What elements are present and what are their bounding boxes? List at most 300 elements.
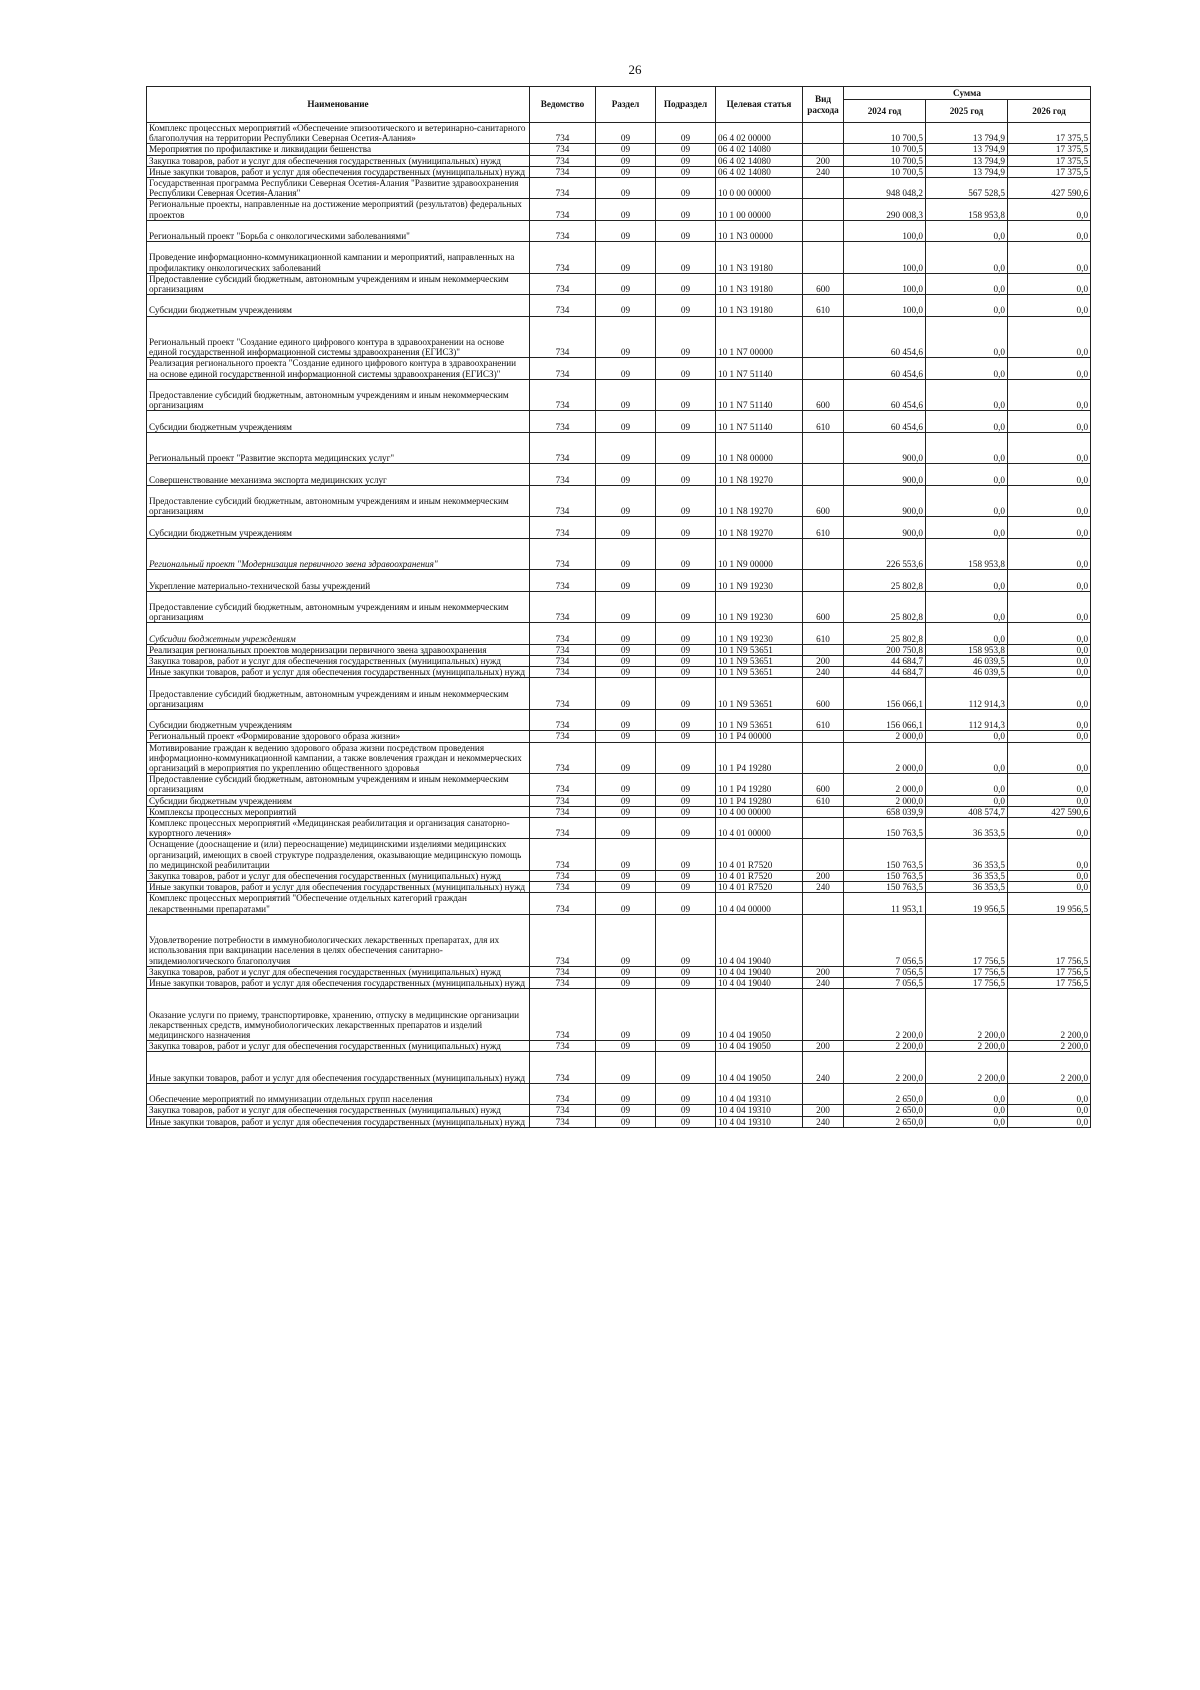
row-expense: 200 xyxy=(803,1041,844,1052)
row-sum-2026: 0,0 xyxy=(1008,795,1091,806)
row-expense xyxy=(803,220,844,241)
row-subsection: 09 xyxy=(656,411,716,432)
header-department: Ведомство xyxy=(530,87,596,123)
row-name: Совершенствование механизма экспорта медицинских услуг xyxy=(147,464,530,485)
row-section: 09 xyxy=(596,485,656,517)
row-subsection: 09 xyxy=(656,882,716,893)
row-subsection: 09 xyxy=(656,774,716,795)
table-row xyxy=(147,774,1091,795)
row-sum-2026: 0,0 xyxy=(1008,709,1091,730)
row-name: Субсидии бюджетным учреждениям xyxy=(147,295,530,316)
row-department: 734 xyxy=(530,316,596,358)
row-subsection: 09 xyxy=(656,591,716,623)
row-expense: 200 xyxy=(803,870,844,881)
table-row xyxy=(147,411,1091,432)
row-department: 734 xyxy=(530,273,596,294)
row-section: 09 xyxy=(596,358,656,379)
row-sum-2026: 0,0 xyxy=(1008,432,1091,464)
row-sum-2026: 2 200,0 xyxy=(1008,1052,1091,1084)
row-sum-2024: 44 684,7 xyxy=(844,655,926,666)
table-row xyxy=(147,1083,1091,1104)
row-department: 734 xyxy=(530,667,596,678)
row-expense: 240 xyxy=(803,667,844,678)
row-subsection: 09 xyxy=(656,966,716,977)
table-row xyxy=(147,817,1091,838)
row-target: 10 1 N3 19180 xyxy=(716,295,803,316)
row-section: 09 xyxy=(596,220,656,241)
row-sum-2024: 7 056,5 xyxy=(844,966,926,977)
row-subsection: 09 xyxy=(656,731,716,742)
row-target: 10 1 P4 19280 xyxy=(716,742,803,774)
row-sum-2026: 0,0 xyxy=(1008,817,1091,838)
row-target: 10 1 N8 00000 xyxy=(716,432,803,464)
row-target: 10 1 N9 53651 xyxy=(716,678,803,710)
row-department: 734 xyxy=(530,591,596,623)
row-section: 09 xyxy=(596,570,656,591)
row-name: Региональный проект "Развитие экспорта медицинских услуг" xyxy=(147,432,530,464)
table-row xyxy=(147,742,1091,774)
table-row xyxy=(147,273,1091,294)
row-section: 09 xyxy=(596,199,656,220)
row-section: 09 xyxy=(596,667,656,678)
row-expense: 610 xyxy=(803,623,844,644)
row-sum-2024: 2 000,0 xyxy=(844,795,926,806)
row-name: Иные закупки товаров, работ и услуг для обеспечения государственных (муниципальных) нужд xyxy=(147,882,530,893)
row-department: 734 xyxy=(530,678,596,710)
row-target: 10 4 01 R7520 xyxy=(716,882,803,893)
row-sum-2025: 0,0 xyxy=(926,623,1008,644)
row-target: 10 4 04 19310 xyxy=(716,1083,803,1104)
row-target: 10 1 N9 19230 xyxy=(716,623,803,644)
row-sum-2025: 36 353,5 xyxy=(926,817,1008,838)
row-department: 734 xyxy=(530,914,596,966)
row-sum-2025: 0,0 xyxy=(926,379,1008,411)
row-sum-2024: 658 039,9 xyxy=(844,806,926,817)
row-department: 734 xyxy=(530,220,596,241)
row-expense xyxy=(803,731,844,742)
row-sum-2025: 0,0 xyxy=(926,570,1008,591)
table-row xyxy=(147,966,1091,977)
row-department: 734 xyxy=(530,242,596,274)
row-expense: 600 xyxy=(803,379,844,411)
table-row xyxy=(147,795,1091,806)
row-section: 09 xyxy=(596,538,656,570)
row-expense: 600 xyxy=(803,774,844,795)
row-department: 734 xyxy=(530,839,596,871)
row-target: 10 4 01 R7520 xyxy=(716,839,803,871)
row-sum-2025: 13 794,9 xyxy=(926,144,1008,155)
table-row xyxy=(147,220,1091,241)
row-target: 10 1 N9 53651 xyxy=(716,644,803,655)
row-section: 09 xyxy=(596,155,656,166)
row-sum-2024: 200 750,8 xyxy=(844,644,926,655)
row-sum-2025: 36 353,5 xyxy=(926,870,1008,881)
row-section: 09 xyxy=(596,655,656,666)
row-subsection: 09 xyxy=(656,893,716,914)
table-row xyxy=(147,199,1091,220)
row-department: 734 xyxy=(530,144,596,155)
row-expense: 610 xyxy=(803,411,844,432)
row-department: 734 xyxy=(530,295,596,316)
row-subsection: 09 xyxy=(656,709,716,730)
row-target: 10 4 01 R7520 xyxy=(716,870,803,881)
table-row xyxy=(147,242,1091,274)
table-row xyxy=(147,166,1091,177)
row-sum-2025: 0,0 xyxy=(926,242,1008,274)
row-target: 10 1 N8 19270 xyxy=(716,517,803,538)
row-name: Комплекс процессных мероприятий «Обеспечение эпизоотического и ветеринарно-санитарного благополучия на территории Республики Северная Осетия-Алания» xyxy=(147,123,530,144)
row-expense xyxy=(803,178,844,199)
row-subsection: 09 xyxy=(656,1105,716,1116)
row-target: 10 4 04 19040 xyxy=(716,966,803,977)
row-section: 09 xyxy=(596,882,656,893)
row-subsection: 09 xyxy=(656,295,716,316)
row-target: 10 1 P4 00000 xyxy=(716,731,803,742)
row-sum-2024: 100,0 xyxy=(844,242,926,274)
row-department: 734 xyxy=(530,485,596,517)
row-target: 10 1 N9 53651 xyxy=(716,655,803,666)
table-row xyxy=(147,1116,1091,1127)
row-sum-2024: 156 066,1 xyxy=(844,678,926,710)
row-sum-2026: 0,0 xyxy=(1008,379,1091,411)
row-section: 09 xyxy=(596,774,656,795)
row-target: 10 1 P4 19280 xyxy=(716,774,803,795)
row-sum-2025: 0,0 xyxy=(926,220,1008,241)
row-section: 09 xyxy=(596,242,656,274)
row-target: 10 1 N9 19230 xyxy=(716,570,803,591)
row-expense xyxy=(803,144,844,155)
budget-table xyxy=(146,86,1091,1128)
row-sum-2024: 44 684,7 xyxy=(844,667,926,678)
row-subsection: 09 xyxy=(656,1052,716,1084)
row-sum-2026: 17 756,5 xyxy=(1008,914,1091,966)
row-sum-2025: 0,0 xyxy=(926,411,1008,432)
row-department: 734 xyxy=(530,1052,596,1084)
row-sum-2025: 13 794,9 xyxy=(926,123,1008,144)
row-target: 10 4 01 00000 xyxy=(716,817,803,838)
row-department: 734 xyxy=(530,644,596,655)
row-section: 09 xyxy=(596,977,656,988)
row-sum-2026: 0,0 xyxy=(1008,774,1091,795)
row-subsection: 09 xyxy=(656,977,716,988)
row-sum-2024: 2 650,0 xyxy=(844,1083,926,1104)
row-sum-2026: 0,0 xyxy=(1008,358,1091,379)
table-row xyxy=(147,870,1091,881)
row-subsection: 09 xyxy=(656,178,716,199)
row-name: Государственная программа Республики Северная Осетия-Алания "Развитие здравоохранения Республики Северная Осетия-Алания" xyxy=(147,178,530,199)
row-subsection: 09 xyxy=(656,795,716,806)
row-expense: 240 xyxy=(803,977,844,988)
table-row xyxy=(147,644,1091,655)
row-name: Реализация региональных проектов модернизации первичного звена здравоохранения xyxy=(147,644,530,655)
table-body xyxy=(147,123,1091,1128)
table-row xyxy=(147,678,1091,710)
table-row xyxy=(147,464,1091,485)
row-sum-2026: 2 200,0 xyxy=(1008,989,1091,1041)
table-row xyxy=(147,1052,1091,1084)
row-department: 734 xyxy=(530,709,596,730)
row-target: 10 4 04 19310 xyxy=(716,1116,803,1127)
row-sum-2025: 0,0 xyxy=(926,591,1008,623)
row-subsection: 09 xyxy=(656,989,716,1041)
row-sum-2026: 0,0 xyxy=(1008,538,1091,570)
header-sum: Сумма xyxy=(844,87,1091,100)
row-department: 734 xyxy=(530,1116,596,1127)
row-sum-2026: 0,0 xyxy=(1008,839,1091,871)
row-department: 734 xyxy=(530,989,596,1041)
row-section: 09 xyxy=(596,795,656,806)
row-subsection: 09 xyxy=(656,1116,716,1127)
row-sum-2026: 0,0 xyxy=(1008,1105,1091,1116)
table-row xyxy=(147,989,1091,1041)
row-section: 09 xyxy=(596,273,656,294)
row-sum-2026: 17 375,5 xyxy=(1008,144,1091,155)
row-department: 734 xyxy=(530,517,596,538)
row-name: Предоставление субсидий бюджетным, автономным учреждениям и иным некоммерческим организациям xyxy=(147,591,530,623)
table-row xyxy=(147,591,1091,623)
row-expense xyxy=(803,570,844,591)
header-section: Раздел xyxy=(596,87,656,123)
row-sum-2026: 0,0 xyxy=(1008,623,1091,644)
row-sum-2025: 17 756,5 xyxy=(926,914,1008,966)
row-section: 09 xyxy=(596,1105,656,1116)
row-department: 734 xyxy=(530,893,596,914)
row-department: 734 xyxy=(530,379,596,411)
row-expense: 200 xyxy=(803,155,844,166)
row-name: Региональные проекты, направленные на достижение мероприятий (результатов) федеральных проектов xyxy=(147,199,530,220)
row-target: 10 4 04 19050 xyxy=(716,1052,803,1084)
row-subsection: 09 xyxy=(656,817,716,838)
row-subsection: 09 xyxy=(656,1041,716,1052)
row-name: Иные закупки товаров, работ и услуг для обеспечения государственных (муниципальных) нужд xyxy=(147,1116,530,1127)
row-target: 06 4 02 14080 xyxy=(716,166,803,177)
row-target: 10 4 04 19040 xyxy=(716,977,803,988)
row-subsection: 09 xyxy=(656,220,716,241)
row-sum-2024: 900,0 xyxy=(844,464,926,485)
row-subsection: 09 xyxy=(656,144,716,155)
row-expense xyxy=(803,644,844,655)
row-expense: 600 xyxy=(803,273,844,294)
row-sum-2024: 100,0 xyxy=(844,220,926,241)
row-sum-2024: 150 763,5 xyxy=(844,882,926,893)
row-sum-2026: 19 956,5 xyxy=(1008,893,1091,914)
row-expense xyxy=(803,839,844,871)
row-department: 734 xyxy=(530,178,596,199)
row-expense xyxy=(803,316,844,358)
row-sum-2025: 112 914,3 xyxy=(926,709,1008,730)
row-sum-2025: 158 953,8 xyxy=(926,644,1008,655)
row-sum-2026: 17 375,5 xyxy=(1008,155,1091,166)
row-sum-2026: 0,0 xyxy=(1008,591,1091,623)
row-sum-2025: 158 953,8 xyxy=(926,538,1008,570)
row-subsection: 09 xyxy=(656,570,716,591)
row-sum-2024: 2 200,0 xyxy=(844,989,926,1041)
row-name: Субсидии бюджетным учреждениям xyxy=(147,709,530,730)
row-sum-2025: 2 200,0 xyxy=(926,989,1008,1041)
row-sum-2024: 60 454,6 xyxy=(844,358,926,379)
row-subsection: 09 xyxy=(656,644,716,655)
row-sum-2025: 112 914,3 xyxy=(926,678,1008,710)
row-name: Комплекс процессных мероприятий «Медицинская реабилитация и организация санаторно-курортного лечения» xyxy=(147,817,530,838)
row-sum-2026: 0,0 xyxy=(1008,570,1091,591)
row-section: 09 xyxy=(596,966,656,977)
row-target: 10 1 N3 00000 xyxy=(716,220,803,241)
row-sum-2026: 0,0 xyxy=(1008,273,1091,294)
row-target: 10 4 04 19050 xyxy=(716,1041,803,1052)
row-subsection: 09 xyxy=(656,432,716,464)
row-department: 734 xyxy=(530,731,596,742)
row-sum-2024: 100,0 xyxy=(844,295,926,316)
row-name: Мотивирование граждан к ведению здорового образа жизни посредством проведения информационно-коммуникационной кампании, а также вовлечения граждан и некоммерческих организаций в мероприятия по укреплению общественного здоровья xyxy=(147,742,530,774)
row-section: 09 xyxy=(596,806,656,817)
table-row xyxy=(147,517,1091,538)
row-sum-2024: 60 454,6 xyxy=(844,316,926,358)
header-year-2025: 2025 год xyxy=(926,100,1008,123)
row-expense xyxy=(803,817,844,838)
row-subsection: 09 xyxy=(656,155,716,166)
row-section: 09 xyxy=(596,870,656,881)
row-target: 10 1 P4 19280 xyxy=(716,795,803,806)
row-section: 09 xyxy=(596,1052,656,1084)
row-sum-2025: 0,0 xyxy=(926,731,1008,742)
table-row xyxy=(147,623,1091,644)
table-row xyxy=(147,538,1091,570)
row-department: 734 xyxy=(530,806,596,817)
table-row xyxy=(147,1041,1091,1052)
row-sum-2025: 17 756,5 xyxy=(926,966,1008,977)
row-sum-2024: 7 056,5 xyxy=(844,977,926,988)
table-row xyxy=(147,882,1091,893)
row-sum-2024: 150 763,5 xyxy=(844,870,926,881)
row-sum-2025: 13 794,9 xyxy=(926,166,1008,177)
row-expense xyxy=(803,432,844,464)
row-sum-2026: 0,0 xyxy=(1008,316,1091,358)
row-sum-2026: 0,0 xyxy=(1008,199,1091,220)
row-sum-2025: 0,0 xyxy=(926,517,1008,538)
table-row xyxy=(147,295,1091,316)
row-name: Закупка товаров, работ и услуг для обеспечения государственных (муниципальных) нужд xyxy=(147,966,530,977)
row-name: Реализация регионального проекта "Создание единого цифрового контура в здравоохранении на основе единой государственной информационной системы здравоохранения (ЕГИСЗ)" xyxy=(147,358,530,379)
row-sum-2026: 427 590,6 xyxy=(1008,178,1091,199)
row-expense: 610 xyxy=(803,795,844,806)
table-row xyxy=(147,358,1091,379)
row-subsection: 09 xyxy=(656,316,716,358)
row-sum-2024: 60 454,6 xyxy=(844,411,926,432)
row-sum-2026: 17 756,5 xyxy=(1008,966,1091,977)
row-name: Иные закупки товаров, работ и услуг для обеспечения государственных (муниципальных) нужд xyxy=(147,667,530,678)
row-section: 09 xyxy=(596,731,656,742)
row-name: Иные закупки товаров, работ и услуг для обеспечения государственных (муниципальных) нужд xyxy=(147,1052,530,1084)
row-sum-2026: 0,0 xyxy=(1008,667,1091,678)
row-sum-2026: 0,0 xyxy=(1008,464,1091,485)
row-sum-2025: 2 200,0 xyxy=(926,1052,1008,1084)
row-name: Комплекс процессных мероприятий "Обеспечение отдельных категорий граждан лекарственными препаратами" xyxy=(147,893,530,914)
row-name: Обеспечение мероприятий по иммунизации отдельных групп населения xyxy=(147,1083,530,1104)
row-expense xyxy=(803,123,844,144)
row-section: 09 xyxy=(596,914,656,966)
row-subsection: 09 xyxy=(656,485,716,517)
row-section: 09 xyxy=(596,144,656,155)
row-sum-2024: 2 200,0 xyxy=(844,1041,926,1052)
header-expense: Вид расхода xyxy=(803,87,844,123)
row-sum-2024: 156 066,1 xyxy=(844,709,926,730)
table-row xyxy=(147,570,1091,591)
row-name: Региональный проект «Формирование здорового образа жизни» xyxy=(147,731,530,742)
row-sum-2025: 567 528,5 xyxy=(926,178,1008,199)
row-expense: 600 xyxy=(803,678,844,710)
row-department: 734 xyxy=(530,882,596,893)
row-sum-2024: 10 700,5 xyxy=(844,144,926,155)
row-expense: 240 xyxy=(803,166,844,177)
row-sum-2024: 226 553,6 xyxy=(844,538,926,570)
row-sum-2026: 0,0 xyxy=(1008,242,1091,274)
row-expense: 240 xyxy=(803,1052,844,1084)
row-subsection: 09 xyxy=(656,379,716,411)
row-department: 734 xyxy=(530,623,596,644)
row-sum-2025: 0,0 xyxy=(926,358,1008,379)
row-expense xyxy=(803,464,844,485)
table-row xyxy=(147,806,1091,817)
row-expense: 240 xyxy=(803,882,844,893)
row-section: 09 xyxy=(596,623,656,644)
row-department: 734 xyxy=(530,870,596,881)
row-sum-2025: 0,0 xyxy=(926,1083,1008,1104)
row-section: 09 xyxy=(596,709,656,730)
table-row xyxy=(147,432,1091,464)
row-target: 10 4 04 19310 xyxy=(716,1105,803,1116)
row-name: Субсидии бюджетным учреждениям xyxy=(147,623,530,644)
row-sum-2025: 36 353,5 xyxy=(926,882,1008,893)
row-target: 06 4 02 14080 xyxy=(716,155,803,166)
row-sum-2025: 0,0 xyxy=(926,1116,1008,1127)
table-row xyxy=(147,731,1091,742)
table-row xyxy=(147,316,1091,358)
row-subsection: 09 xyxy=(656,1083,716,1104)
row-subsection: 09 xyxy=(656,623,716,644)
row-subsection: 09 xyxy=(656,914,716,966)
row-sum-2024: 900,0 xyxy=(844,432,926,464)
row-name: Закупка товаров, работ и услуг для обеспечения государственных (муниципальных) нужд xyxy=(147,1041,530,1052)
row-name: Оказание услуги по приему, транспортировке, хранению, отпуску в медицинские организации лекарственных средств, иммунобиологических лекарственных препаратов и изделий медицинского назначения xyxy=(147,989,530,1041)
row-sum-2024: 100,0 xyxy=(844,273,926,294)
row-department: 734 xyxy=(530,742,596,774)
row-expense: 600 xyxy=(803,485,844,517)
row-sum-2025: 0,0 xyxy=(926,774,1008,795)
row-sum-2024: 900,0 xyxy=(844,517,926,538)
header-name: Наименование xyxy=(147,87,530,123)
row-sum-2024: 7 056,5 xyxy=(844,914,926,966)
row-department: 734 xyxy=(530,432,596,464)
row-section: 09 xyxy=(596,1041,656,1052)
row-name: Предоставление субсидий бюджетным, автономным учреждениям и иным некоммерческим организациям xyxy=(147,379,530,411)
row-target: 10 1 N8 19270 xyxy=(716,485,803,517)
row-sum-2026: 17 375,5 xyxy=(1008,123,1091,144)
row-sum-2025: 0,0 xyxy=(926,432,1008,464)
row-target: 10 1 N9 00000 xyxy=(716,538,803,570)
row-name: Предоставление субсидий бюджетным, автономным учреждениям и иным некоммерческим организациям xyxy=(147,678,530,710)
row-subsection: 09 xyxy=(656,242,716,274)
row-target: 10 1 00 00000 xyxy=(716,199,803,220)
row-target: 10 1 N9 53651 xyxy=(716,709,803,730)
row-sum-2025: 0,0 xyxy=(926,485,1008,517)
row-name: Субсидии бюджетным учреждениям xyxy=(147,517,530,538)
row-department: 734 xyxy=(530,570,596,591)
row-expense xyxy=(803,989,844,1041)
row-department: 734 xyxy=(530,358,596,379)
row-name: Удовлетворение потребности в иммунобиологических лекарственных препаратах, для их использования при вакцинации населения в целях обеспечения санитарно-эпидемиологического благополучия xyxy=(147,914,530,966)
row-name: Региональный проект "Создание единого цифрового контура в здравоохранении на основе единой государственной информационной системы здравоохранения (ЕГИСЗ)" xyxy=(147,316,530,358)
row-sum-2026: 17 375,5 xyxy=(1008,166,1091,177)
